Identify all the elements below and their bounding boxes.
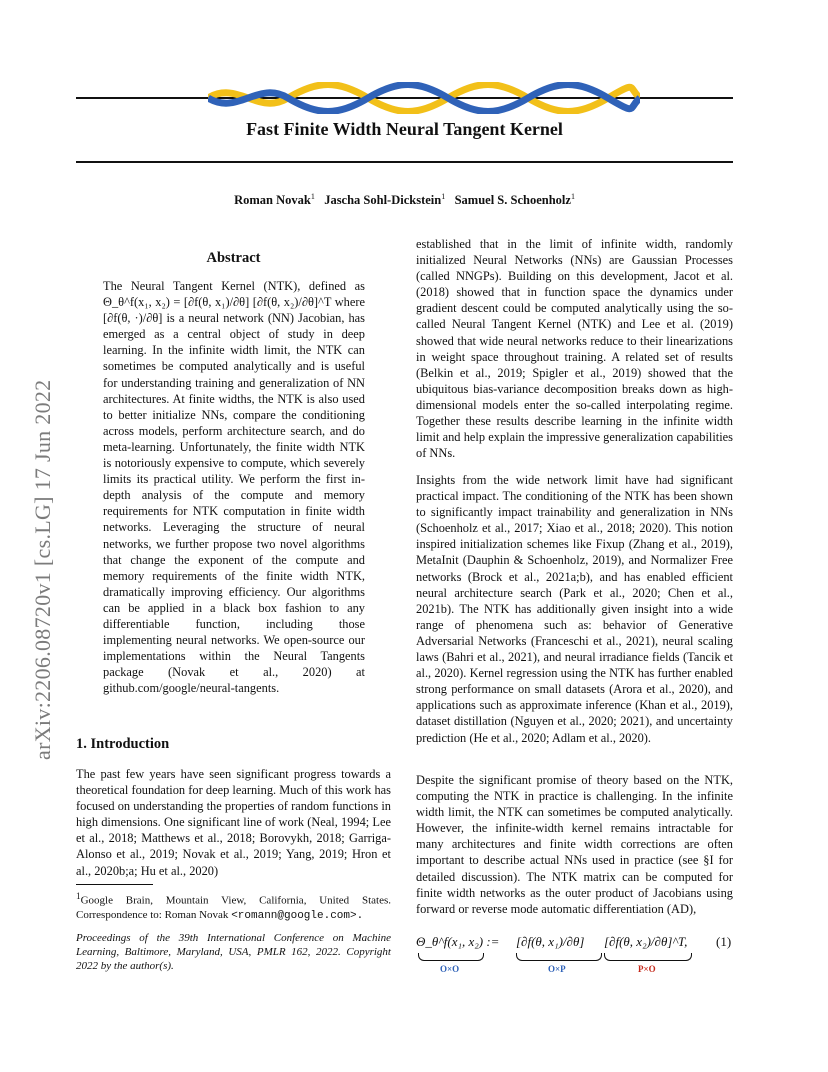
- underbrace-label: O×O: [440, 964, 460, 974]
- paragraph: established that in the limit of infinite width, randomly initialized Neural Networks (NNs) are Gaussian Processes (called NNGPs). Building on this development, Jacot et al. (2018) showed that in function space the dynamics under gradient descent could be computed analytically using the so-called Neural Tangent Kernel (NTK) and Lee et al. (2019) showed that wide neural networks reduce to their linearizations in weight space throughout training. A related set of results (Belkin et al., 2019; Spigler et al., 2019) showed that the ubiquitous bias-variance decomposition breaks down as high-dimensional models enter the so-called interpolating regime. Together these results describe learning in the infinite width limit and help explain the impressive generalization capabilities of NNs.: [416, 237, 733, 461]
- underbrace: [418, 953, 484, 961]
- affiliation-mark: 1: [310, 192, 315, 201]
- footnote-mark: 1: [76, 891, 81, 901]
- abstract-heading: Abstract: [206, 250, 261, 266]
- title-rule: [76, 161, 733, 163]
- author-name: Roman Novak: [234, 193, 311, 208]
- footnote-text: Google Brain, Mountain View, California, United States. Correspondence to: Roman Novak: [76, 894, 391, 921]
- neural-tangents-logo: [208, 82, 640, 114]
- affiliation-mark: 1: [570, 192, 575, 201]
- author-name: Jascha Sohl-Dickstein: [324, 193, 442, 208]
- correspondence-email[interactable]: <romann@google.com>.: [231, 909, 364, 922]
- footnote: [76, 889, 391, 923]
- underbrace: [604, 953, 692, 961]
- affiliation-mark: 1: [441, 192, 446, 201]
- underbrace: [516, 953, 602, 961]
- paragraph: Insights from the wide network limit have had significant practical impact. The conditioning of the NTK has been shown to significantly impact trainability and generalization in NNs (Schoenholz et al., 2017; Xiao et al., 2018; 2020). This notion inspired initialization schemes like Fixup (Zhang et al., 2019), MetaInit (Dauphin & Schoenholz, 2019), and Normalizer Free networks (Brock et al., 2021a;b), and has enabled efficient neural architecture search (Park et al., 2020; Chen et al., 2021b). The NTK has additionally given insight into a wide range of phenomena such as: behavior of Generative Adversarial Networks (Franceschi et al., 2021), neural scaling laws (Bahri et al., 2021), and neural irradiance fields (Tancik et al., 2020). Kernel regression using the NTK has further enabled strong performance on small datasets (Arora et al., 2020), and applications such as approximate inference (Khan et al., 2019), dataset distillation (Nguyen et al., 2020; 2021), and uncertainty prediction (He et al., 2020; Adlam et al., 2020).: [416, 473, 733, 745]
- equation-number: (1): [716, 934, 732, 949]
- equation-term-2: [∂f(θ, x₂)/∂θ]^T,: [604, 934, 688, 949]
- intro-paragraph: The past few years have seen significant progress towards a theoretical foundation for deep learning. Much of this work has focused on understanding the properties of random functions in high dimensions. One significant line of work (Neal, 1994; Lee et al., 2018; Matthews et al., 2018; Borovykh, 2018; Garriga-Alonso et al., 2019; Novak et al., 2019; Yang, 2019; Hron et al., 2020b;a; Hu et al., 2020): [76, 767, 391, 878]
- paper-title: Fast Finite Width Neural Tangent Kernel: [246, 119, 563, 139]
- abstract-text: The Neural Tangent Kernel (NTK), defined as Θ_θ^f(x₁, x₂) = [∂f(θ, x₁)/∂θ] [∂f(θ, x₂)/∂θ]^T where [∂f(θ, ·)/∂θ] is a neural network (NN) Jacobian, has emerged as a central object of study in deep learning. In the infinite width limit, the NTK can sometimes be computed analytically and is useful for understanding training and generalization of NN architectures. At finite widths, the NTK is also used to better initialize NNs, compare the conditioning across models, perform architecture search, and do meta-learning. Unfortunately, the finite width NTK is notoriously expensive to compute, which severely limits its practical utility. We perform the first in-depth analysis of the compute and memory requirements for NTK computation in finite width networks. Leveraging the structure of neural networks, we further propose two novel algorithms that change the exponent of the compute and memory requirements of the finite width NTK, dramatically improving efficiency. Our algorithms can be applied in a black box fashion to any differentiable function, including those implementing neural networks. We open-source our implementations within the Neural Tangents package (Novak et al., 2020) at github.com/google/neural-tangents.: [103, 279, 365, 696]
- proceedings-note: Proceedings of the 39th International Conference on Machine Learning, Baltimore, Maryland, USA, PMLR 162, 2022. Copyright 2022 by the author(s).: [76, 932, 391, 972]
- section-heading-introduction: 1. Introduction: [76, 736, 170, 752]
- arxiv-stamp: arXiv:2206.08720v1 [cs.LG] 17 Jun 2022: [30, 379, 55, 760]
- underbrace-label: O×P: [548, 964, 566, 974]
- footnote-rule: [76, 884, 153, 885]
- equation-term-1: [∂f(θ, x₁)/∂θ]: [516, 934, 585, 949]
- paragraph: Despite the significant promise of theory based on the NTK, computing the NTK in practice is challenging. In the infinite width limit, the NTK can sometimes be computed analytically. However, the infinite-width kernel remains intractable for many architectures and finite width corrections are often important to describe actual NNs used in practice (see §I for detailed discussion). The NTK matrix can be computed for finite width networks as the outer product of Jacobians using forward or reverse mode automatic differentiation (AD),: [416, 773, 733, 916]
- author-name: Samuel S. Schoenholz: [454, 193, 571, 208]
- equation-1: [416, 934, 733, 984]
- equation-lhs: Θ_θ^f(x₁, x₂) :=: [416, 934, 500, 949]
- author-list: [76, 192, 733, 208]
- underbrace-label: P×O: [638, 964, 656, 974]
